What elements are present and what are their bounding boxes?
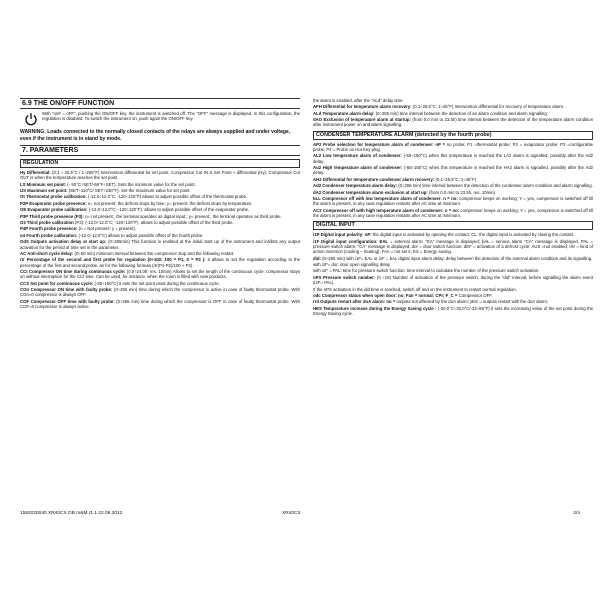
parameter-entry (313, 262, 593, 267)
parameter-entry (20, 239, 300, 250)
parameter-name: o4 Fourth probe calibration: (20, 232, 78, 238)
digital-input-parameters (313, 232, 593, 316)
parameter-name: did: (313, 255, 321, 261)
power-icon (20, 111, 42, 126)
parameter-entry (313, 177, 593, 182)
warning-text: WARNING: Loads connected to the normally closed contacts of the relays are always supplied and under voltage, even if the instrument is in stand by mode. (20, 129, 291, 142)
parameter-name: LS Minimum set point: (20, 181, 67, 187)
parameter-entry (313, 239, 593, 255)
parameter-entry (20, 220, 300, 225)
parameter-description: compressor keeps on working; Y = yes, compressor is switched off till the alarm is present, in any case regulation restarts after AC time at minimum. (313, 207, 593, 218)
parameter-entry (20, 226, 300, 231)
page-footer (20, 510, 580, 518)
parameter-description: (0 ÷15) Number of activation of the pressure switch, during the "did" interval, before signalling the alarm event (i2F= PAL). (313, 274, 593, 286)
parameter-description: (0÷255 min) time during which the compressor is OFF in case of faulty thermostat probe. With COF=0 compressor is always active. (20, 298, 300, 310)
parameter-entry (313, 256, 593, 261)
parameter-entry (20, 170, 300, 181)
parameter-entry (20, 201, 300, 206)
regulation-heading: REGULATION (20, 159, 300, 168)
parameter-name: Hy Differential: (20, 170, 51, 175)
parameter-entry (20, 182, 300, 187)
parameter-description: (0÷255 min) time during which the compressor is active in case of faulty thermostat probe. With COn=0 compressor is always OFF. (20, 287, 300, 298)
parameter-description: (0÷255 min) time interval between the detection of an alarm condition and alarm signalling. (374, 110, 548, 116)
parameter-description: it allows to set the regulation according to the percentage of the first and second probe, as for the following formula (rtr(P1-P2)/100 + P2). (20, 257, 300, 268)
parameter-description: (-12.0÷12.0°C; -120÷120°F). allows to adjust possible offset of the evaporator probe. (87, 207, 250, 213)
parameter-description: (-12.0÷12.0°C; -120÷120°F) allows to adjust possible offset of the thermostat probe. (86, 194, 248, 200)
onoff-text: With "onF = oFF", pushing the ON/OFF key, the instrument is switched off. The "OFF" message is displayed. In this configuration, the regulation is disabled. To switch the instrument on, push again the ON/OFF key. (42, 111, 300, 122)
parameter-description: with i1F= dor: door open signalling delay (313, 262, 391, 268)
parameter-description: Compressor OFF. (457, 292, 493, 298)
parameter-name: bLL Compressor off with low temperature alarm of condenser: n = no: (313, 196, 458, 201)
parameter-name: rrd Outputs restart after doA alarm: no = (313, 299, 396, 305)
section-6-9-heading: 6.9 THE ON/OFF FUNCTION (20, 98, 300, 109)
parameter-description: (from 0.0 min to 23.5h) time interval between the detection of the temperature alarm condition after instrument power on and alarm signalling. (313, 117, 593, 128)
parameter-entry (313, 232, 593, 237)
parameter-entry (20, 257, 300, 268)
parameter-description: (0÷255 min) time interval between the detection of the condenser alarm condition and alarm signalling. (397, 183, 593, 189)
parameter-entry (20, 194, 300, 199)
parameter-entry (20, 281, 300, 286)
parameter-name: Ad2 Condenser temperature alarm delay: (313, 183, 398, 189)
parameter-description: with i1F = PAL: time for pressure switch function: time interval to calculate the number of the pressure switch activation. (313, 268, 540, 274)
parameter-entry (313, 293, 593, 298)
parameter-name: i1P Digital input polarity: oP: (313, 232, 372, 238)
parameter-name: i1F Digital input configuration: EAL (313, 238, 389, 244)
parameter-entry (313, 275, 593, 286)
regulation-parameters (20, 170, 300, 309)
parameter-description: (P3): (-12.0÷12.0°C; -120÷120°F). allows to adjust possible offset of the third probe. (73, 220, 234, 226)
parameter-name: Ot Thermostat probe calibration: (20, 194, 87, 200)
parameter-name: dA2 Condenser temperature alarm exclusion at start up: (313, 189, 428, 195)
parameter-description: the digital input is activated by opening the contact; CL: the digital input is activated by closing the contact. (371, 232, 575, 238)
parameter-entry (20, 287, 300, 298)
parameter-description: outputs not affected by the doA alarm; yES = outputs restart with the doA alarm; (395, 299, 549, 305)
parameter-entry (20, 214, 300, 219)
parameter-description: (from 0.0 min to 23.5h, res. 10min) (427, 189, 495, 195)
right-column (313, 98, 593, 317)
parameter-entry (20, 269, 300, 280)
parameter-entry (20, 251, 300, 256)
parameter-name: COn Compressor ON time with faulty probe: (20, 287, 113, 293)
parameter-description: (- 50°C÷SET/-58°F÷SET): Sets the minimum value for the set point. (66, 181, 196, 187)
parameter-entry (313, 165, 593, 176)
left-column (20, 98, 300, 310)
parameter-description: (0,1÷25,5°C; 1÷45°F) (434, 176, 477, 182)
parameter-name: nPS Pressure switch number: (313, 274, 376, 280)
parameter-description: (0,1 ÷ 25.5°C / 1÷255°F) Intervention differential for set point. Compressor Cut IN is Set Point + differential (Hy). Compressor Cut OUT is when the temperature reaches the set point. (20, 170, 300, 181)
condenser-alarm-heading: CONDENSER TEMPERATURE ALARM (detected by the fourth probe) (313, 131, 593, 140)
parameter-entry (313, 183, 593, 188)
parameter-name: dAO Exclusion of temperature alarm at startup: (313, 117, 411, 123)
footer-model: XR40CX (282, 511, 301, 516)
parameter-entry (313, 208, 593, 219)
alarm-parameters (313, 98, 593, 128)
parameter-entry (20, 188, 300, 193)
parameter-name: AH2 Differential for temperature condenser alarm recovery: (313, 176, 435, 182)
parameter-name: odc Compressor status when open door: no; Fan = normal; CPr; F_C = (313, 292, 458, 298)
parameter-name: AC2 Compressor off with high temperature alarm of condenser: n = no: (313, 207, 460, 213)
parameter-name: AC Anti-short cycle delay: (20, 250, 74, 256)
parameter-description: (-55÷150°C) when this temperature is reached the LA2 alarm is signalled, possibly after the Ad2 delay. (313, 153, 593, 164)
parameter-description: (-30,0°C÷30,0°C/-22÷86°F) it sets the increasing value of the set point during the Energy Saving cycle. (313, 305, 593, 316)
parameter-name: CCt Compressor ON time during continuous cycle: (20, 268, 126, 274)
parameter-description: (-55÷150°C) when this temperature is reached the HA2 alarm is signalled, possibly after the Ad2 delay. (313, 165, 593, 176)
parameter-description: the alarm is enabled, after the "ALd" delay time. (313, 98, 404, 103)
parameter-name: CCS Set point for continuous cycle: (20, 280, 94, 286)
parameter-description: (-50÷150°C) it sets the set point used during the continuous cycle. (93, 280, 220, 286)
condenser-alarm-parameters (313, 142, 593, 219)
parameter-name: HES Temperature increase during the Energy Saving cycle : (313, 305, 437, 311)
parameter-description: no probe; P1 =thermostat probe; P2 = evaporator probe; P3 =configurable probe; P4 = Probe on Hot Key plug. (313, 141, 593, 153)
parameter-name: rtr Percentage of the second and first probe for regulation (0÷100: 100 = P1, 0 = P2 ): (20, 257, 206, 263)
parameter-entry (313, 306, 593, 317)
parameter-entry (313, 142, 593, 153)
digital-input-heading: DIGITAL INPUT (313, 221, 593, 230)
section-7-heading: 7. PARAMETERS (20, 145, 300, 156)
parameter-description: (0÷50 min) minimum interval between the compressor stop and the following restart. (73, 250, 235, 256)
parameter-description: (0.0÷24.0h; res. 10min) Allows to set the length of the continuous cycle: compressor stays on without interruption for the CCt time. Can be used, for instance, when the room is filled with new products. (20, 268, 300, 280)
parameter-description: (SET÷110°C/ SET÷230°F). Set the maximum value for set point. (67, 188, 191, 194)
parameter-entry (313, 299, 593, 304)
parameter-entry (313, 104, 593, 109)
parameter-entry (313, 111, 593, 116)
parameter-name: US Maximum set point: (20, 188, 68, 194)
parameter-name: P3P Third probe presence (P3): (20, 213, 84, 219)
parameter-description: (n = Not present; y = present). (77, 226, 136, 232)
footer-document-code: 1592020040 XR40CX GB m&M r1.1 22.06.2012 (20, 511, 123, 516)
parameter-name: OE Evaporator probe calibration: (20, 207, 88, 213)
parameter-entry (313, 98, 593, 103)
parameter-entry (313, 117, 593, 128)
parameter-entry (313, 268, 593, 273)
parameter-entry (313, 190, 593, 195)
parameter-description: (0,1÷25,5°C; 1÷45°F) Intervention differential for recovery of temperature alarm. (411, 104, 565, 110)
parameter-name: COF Compressor OFF time with faulty probe: (20, 298, 115, 304)
footer-page-number: 2/4 (573, 511, 580, 516)
parameter-entry (20, 299, 300, 310)
parameter-description: n= not present:, the terminal operates as digital input.; y= present:, the terminal operates as third probe. (83, 213, 282, 219)
parameter-description: (0÷255 min) with i1F= EAL or i1F = bAL digital input alarm delay: delay between the detection of the external alarm condition and its signalling. (320, 255, 593, 261)
parameter-name: P4P Fourth probe presence: (20, 226, 78, 232)
parameter-name: AFH Differential for temperature alarm recovery: (313, 104, 412, 110)
parameter-name: OdS Outputs activation delay at start up: (20, 239, 107, 245)
parameter-name: O3 Third probe calibration (20, 220, 74, 226)
parameter-entry (20, 207, 300, 212)
parameter-entry (313, 287, 593, 292)
onoff-paragraph (20, 111, 300, 126)
parameter-description: If the nPS activation in the did time is reached, switch off and on the instrument to restart normal regulation. (313, 286, 517, 292)
parameter-description: (0÷255min) This function is enabled at the initial start up of the instrument and inhibits any output activation for the period of time set in the parameter. (20, 239, 300, 250)
parameter-description: compressor keeps on working; Y = yes, compressor is switched off till the alarm is present, in any case regulation restarts after AC time at minimum. (313, 196, 594, 207)
parameter-entry (313, 153, 593, 164)
parameter-name: AP2 Probe selection for temperature alarm of condenser: nP = (313, 141, 445, 147)
parameter-name: AL2 Low temperature alarm of condenser: (313, 153, 402, 159)
parameter-name: Au2 High temperature alarm of condenser: (313, 165, 403, 171)
parameter-entry (20, 233, 300, 238)
parameter-description: n= not present: the defrost stops by time; y= present: the defrost stops by temperature. (86, 200, 253, 206)
parameter-name: P2P Evaporator probe presence: (20, 200, 87, 206)
parameter-description: = external alarm: "EA" message is displayed; bAL = serious alarm "CA" message is displayed. PAL = pressure switch alarm, "CA" message is displayed; dor = door switch function; dEF = activation of a defrost cycle; AUS =not enabled; Htr = kind of action inversion (cooling – heating); FAn = not set it; ES = Energy saving. (313, 238, 593, 255)
parameter-entry (313, 196, 593, 207)
parameter-name: ALd Temperature alarm delay: (313, 110, 375, 116)
parameter-description: (-12.0÷12.0°C) allows to adjust possible offset of the fourth probe. (77, 232, 204, 238)
